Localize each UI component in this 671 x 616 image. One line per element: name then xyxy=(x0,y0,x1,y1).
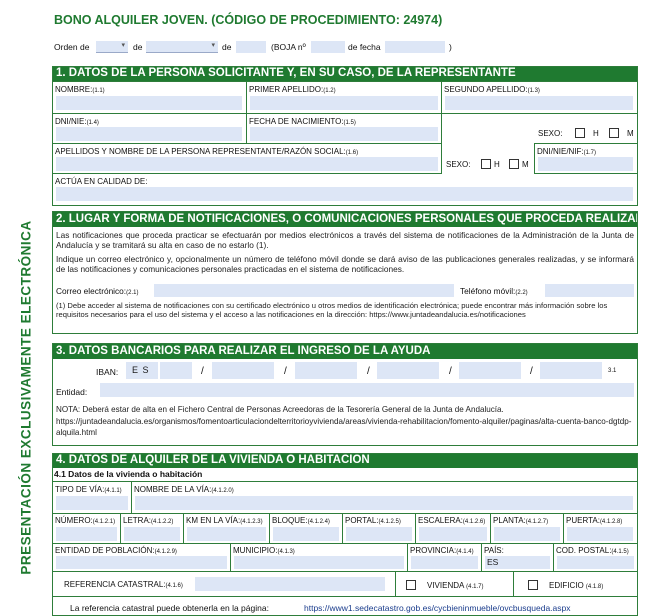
sexo2-label: SEXO: xyxy=(446,160,471,169)
portal-label: PORTAL:(4.1.2.5) xyxy=(345,516,401,525)
iban-sep-1: / xyxy=(201,366,204,377)
bloque-label: BLOQUE:(4.1.2.4) xyxy=(272,516,330,525)
boja-number-input[interactable] xyxy=(311,41,345,53)
segundo-apellido-label: SEGUNDO APELLIDO:(1.3) xyxy=(444,85,540,94)
vivienda-checkbox[interactable] xyxy=(406,580,416,590)
representante-label: APELLIDOS Y NOMBRE DE LA PERSONA REPRESENTANTE/RAZÓN SOCIAL:(1.6) xyxy=(55,147,359,156)
sexo2-m-checkbox[interactable] xyxy=(509,159,519,169)
section3-note: NOTA: Deberá estar de alta en el Fichero Central de Personas Acreedoras de la Tesorería General de la Junta de Andalucía. https://juntadeandalucia.es/organismos/fomentoarticulaciondelterritorioyvivienda/areas/vivienda-rehabilitacion/fomento-alquiler/paginas/alta-cuenta-banco-dgtdp-alquila.html xyxy=(56,405,632,437)
sexo-m-checkbox[interactable] xyxy=(609,128,619,138)
iban-sep-2: / xyxy=(284,366,287,377)
nombre-input[interactable] xyxy=(56,96,242,110)
catastro-text: La referencia catastral puede obtenerla en la página: xyxy=(70,603,269,613)
iban-ref: 3.1 xyxy=(608,368,617,374)
iban-block-5-input[interactable] xyxy=(540,362,602,379)
orden-de-label: Orden de xyxy=(54,42,90,52)
letra-input[interactable] xyxy=(124,527,180,541)
planta-input[interactable] xyxy=(494,527,560,541)
section2-paragraph-2: Indique un correo electrónico y, opcionalmente un número de teléfono móvil donde se dará aviso de las publicaciones generales realizadas, y se informará de las notificaciones y comunicaciones personales practicadas en el sistema de notificaciones. xyxy=(56,254,634,274)
puerta-label: PUERTA:(4.1.2.8) xyxy=(566,516,623,525)
iban-block-3-input[interactable] xyxy=(377,362,439,379)
portal-input[interactable] xyxy=(346,527,412,541)
representante-input[interactable] xyxy=(56,157,438,171)
km-input[interactable] xyxy=(187,527,266,541)
dni-label: DNI/NIE:(1.4) xyxy=(55,117,99,126)
cod-postal-input[interactable] xyxy=(557,556,634,569)
cod-postal-label: COD. POSTAL:(4.1.5) xyxy=(556,546,629,555)
fecha-nacimiento-label: FECHA DE NACIMIENTO:(1.5) xyxy=(249,117,356,126)
de-label-1: de xyxy=(133,42,143,52)
correo-input[interactable] xyxy=(154,284,454,297)
dni2-input[interactable] xyxy=(538,157,633,171)
planta-label: PLANTA:(4.1.2.7) xyxy=(493,516,549,525)
actua-input[interactable] xyxy=(56,187,633,201)
sexo2-m-label: M xyxy=(522,160,529,169)
iban-sep-4: / xyxy=(449,366,452,377)
sexo2-h-checkbox[interactable] xyxy=(481,159,491,169)
provincia-input[interactable] xyxy=(411,556,478,569)
letra-label: LETRA:(4.1.2.2) xyxy=(123,516,174,525)
orden-year-input[interactable] xyxy=(236,41,266,53)
de-fecha-label: de fecha xyxy=(348,42,381,52)
form-title: BONO ALQUILER JOVEN. (CÓDIGO DE PROCEDIMIENTO: 24974) xyxy=(54,13,443,27)
section4-heading: 4. DATOS DE ALQUILER DE LA VIVIENDA O HABITACIÓN xyxy=(52,453,638,468)
actua-label: ACTÚA EN CALIDAD DE: xyxy=(55,177,148,186)
section3-heading: 3. DATOS BANCARIOS PARA REALIZAR EL INGRESO DE LA AYUDA xyxy=(52,343,638,359)
iban-label: IBAN: xyxy=(96,367,119,377)
iban-block-1-input[interactable] xyxy=(212,362,274,379)
escalera-input[interactable] xyxy=(419,527,487,541)
iban-country-input[interactable]: E S xyxy=(126,362,158,379)
numero-input[interactable] xyxy=(56,527,117,541)
sexo-label: SEXO: xyxy=(538,129,563,138)
primer-apellido-input[interactable] xyxy=(250,96,438,110)
boja-label: (BOJA nº xyxy=(271,42,306,52)
entidad-label: Entidad: xyxy=(56,387,88,397)
sexo2-h-label: H xyxy=(494,160,500,169)
ref-catastral-label: REFERENCIA CATASTRAL:(4.1.6) xyxy=(64,580,183,589)
iban-block-4-input[interactable] xyxy=(459,362,521,379)
vivienda-label: VIVIENDA (4.1.7) xyxy=(427,581,484,590)
catastro-link[interactable]: https://www1.sedecatastro.gob.es/cycbieninmueble/ovcbusqueda.aspx xyxy=(304,603,571,613)
dni-input[interactable] xyxy=(56,127,242,141)
ref-catastral-input[interactable] xyxy=(195,577,385,591)
edificio-label: EDIFICIO (4.1.8) xyxy=(549,581,604,590)
edificio-checkbox[interactable] xyxy=(528,580,538,590)
nombre-via-label: NOMBRE DE LA VÍA:(4.1.2.0) xyxy=(134,485,234,494)
segundo-apellido-input[interactable] xyxy=(445,96,633,110)
numero-label: NÚMERO:(4.1.2.1) xyxy=(55,516,116,525)
municipio-label: MUNICIPIO:(4.1.3) xyxy=(233,546,295,555)
bloque-input[interactable] xyxy=(273,527,339,541)
correo-label: Correo electrónico:(2.1) xyxy=(56,286,139,296)
primer-apellido-label: PRIMER APELLIDO:(1.2) xyxy=(249,85,336,94)
section4-subheading: 4.1 Datos de la vivienda o habitación xyxy=(54,469,203,479)
telefono-input[interactable] xyxy=(545,284,634,297)
iban-sep-3: / xyxy=(367,366,370,377)
entidad-poblacion-label: ENTIDAD DE POBLACIÓN:(4.1.2.9) xyxy=(55,546,177,555)
section2-footnote: (1) Debe acceder al sistema de notificaciones con su certificado electrónico u otros medios de identificación electrónica; puede encontrar más información sobre los requisitos necesarios para el uso del sistema y el acceso a las notificaciones en la dirección: https://www.juntadeandalucia.es/notificaciones xyxy=(56,301,608,319)
section2-heading: 2. LUGAR Y FORMA DE NOTIFICACIONES, O COMUNICACIONES PERSONALES QUE PROCEDA REALIZAR xyxy=(52,211,638,227)
entidad-input[interactable] xyxy=(100,383,634,397)
municipio-input[interactable] xyxy=(234,556,404,569)
close-paren: ) xyxy=(449,42,452,52)
entidad-poblacion-input[interactable] xyxy=(56,556,227,569)
tipo-via-input[interactable] xyxy=(56,496,128,510)
pais-label: PAÍS: xyxy=(484,546,504,555)
orden-day-select[interactable]: ▾ xyxy=(96,41,128,53)
section1-heading: 1. DATOS DE LA PERSONA SOLICITANTE Y, EN SU CASO, DE LA REPRESENTANTE xyxy=(52,66,638,81)
telefono-label: Teléfono móvil:(2.2) xyxy=(460,286,528,296)
boja-date-input[interactable] xyxy=(385,41,445,53)
escalera-label: ESCALERA:(4.1.2.6) xyxy=(418,516,486,525)
sexo-h-label: H xyxy=(593,129,599,138)
nombre-label: NOMBRE:(1.1) xyxy=(55,85,105,94)
section2-paragraph-1: Las notificaciones que proceda practicar se efectuarán por medios electrónicos a través del sistema de notificaciones de la Administración de la Junta de Andalucía y se tramitará su alta en caso de no estarlo (1). xyxy=(56,230,634,250)
iban-check-input[interactable] xyxy=(160,362,192,379)
nombre-via-input[interactable] xyxy=(135,496,633,510)
fecha-nacimiento-input[interactable] xyxy=(250,127,438,141)
km-label: KM EN LA VÍA:(4.1.2.3) xyxy=(186,516,263,525)
provincia-label: PROVINCIA:(4.1.4) xyxy=(410,546,474,555)
iban-sep-5: / xyxy=(530,366,533,377)
dni2-label: DNI/NIE/NIF:(1.7) xyxy=(537,147,597,156)
orden-month-select[interactable]: ▾ xyxy=(146,41,218,53)
tipo-via-label: TIPO DE VÍA:(4.1.1) xyxy=(55,485,122,494)
pais-input[interactable]: ES xyxy=(485,556,550,569)
de-label-2: de xyxy=(222,42,232,52)
iban-block-2-input[interactable] xyxy=(295,362,357,379)
sexo-h-checkbox[interactable] xyxy=(575,128,585,138)
vertical-presentation-label: PRESENTACIÓN EXCLUSIVAMENTE ELECTRÓNICA xyxy=(18,220,34,575)
sexo-m-label: M xyxy=(627,129,634,138)
puerta-input[interactable] xyxy=(567,527,633,541)
